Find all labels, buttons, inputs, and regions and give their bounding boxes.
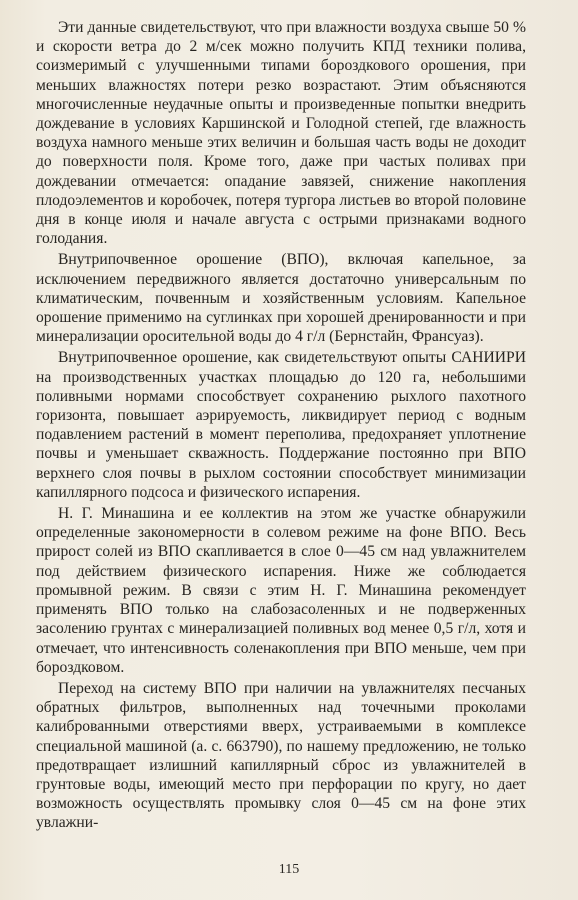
paragraph: Эти данные свидетельствуют, что при влажности воздуха свыше 50 % и скорости ветра до 2 м/сек можно получить КПД техники полива, соизмеримый с улучшенными типами бороздкового орошения, при меньших влажностях потери резко возрастают. Этим объясняются многочисленные неудачные опыты и произведенные попытки внедрить дождевание в условиях Каршинской и Голодной степей, где влажность воздуха намного меньше этих величин и большая часть воды не доходит до поверхности поля. Кроме того, даже при частых поливах при дождевании отмечается: опадание завязей, снижение накопления плодоэлементов и коробочек, потеря тургора листьев во второй половине дня в конце июля и начале августа с острыми признаками водного голодания.	[36, 19, 526, 248]
body-text	[36, 18, 526, 833]
paragraph: Внутрипочвенное орошение, как свидетельствуют опыты САНИИРИ на производственных участках площадью до 120 га, небольшими поливными нормами способствует сохранению рыхлого пахотного горизонта, повышает аэрируемость, ликвидирует период с водным подавлением растений в момент переполива, предохраняет уплотнение почвы и уменьшает скважность. Поддержание постоянно при ВПО верхнего слоя почвы в рыхлом состоянии способствует минимизации капиллярного подсоса и физического испарения.	[36, 349, 526, 501]
paragraph: Внутрипочвенное орошение (ВПО), включая капельное, за исключением передвижного является достаточно универсальным по климатическим, почвенным и хозяйственным условиям. Капельное орошение применимо на суглинках при хорошей дренированности и при минерализации оросительной воды до 4 г/л (Бернстайн, Франсуаз).	[36, 251, 526, 346]
paragraph: Н. Г. Минашина и ее коллектив на этом же участке обнаружили определенные закономерности в солевом режиме на фоне ВПО. Весь прирост солей из ВПО скапливается в слое 0—45 см над увлажнителем под действием физического испарения. Ниже же соблюдается промывной режим. В связи с этим Н. Г. Минашина рекомендует применять ВПО только на слабозасоленных и не подверженных засолению грунтах с минерализацией поливных вод менее 0,5 г/л, хотя и отмечает, что интенсивность соленакопления при ВПО меньше, чем при бороздковом.	[36, 505, 526, 676]
paragraph: Переход на систему ВПО при наличии на увлажнителях песчаных обратных фильтров, выполненных над точечными проколами калиброванными отверстиями вверх, устраиваемыми в комплексе специальной машиной (а. с. 663790), по нашему предложению, не только предотвращает излишний капиллярный сброс из увлажнителей в грунтовые воды, имеющий место при перфорации по кругу, но дает возможность осуществлять промывку слоя 0—45 см на фоне этих увлажни-	[36, 679, 526, 832]
page-number: 115	[278, 862, 300, 877]
